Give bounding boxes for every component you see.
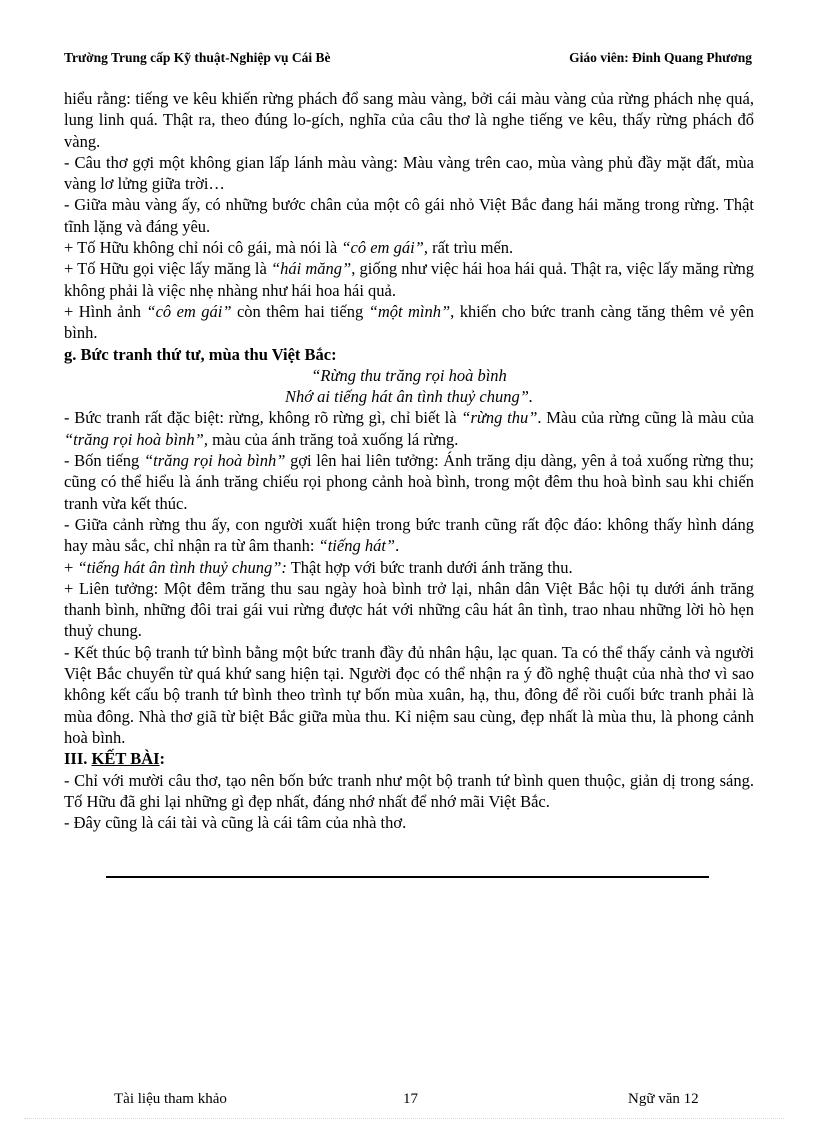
page-footer bbox=[0, 1091, 816, 1111]
paragraph: - Giữa màu vàng ấy, có những bước chân của một cô gái nhỏ Việt Bắc đang hái măng trong rừng. Thật tĩnh lặng và đáng yêu. bbox=[64, 195, 754, 236]
paragraph bbox=[64, 514, 754, 557]
paragraph bbox=[64, 557, 754, 578]
text-run: - Bức tranh rất đặc biệt: rừng, không rõ rừng gì, chỉ biết là bbox=[64, 408, 462, 428]
footer-reference: Tài liệu tham khảo bbox=[114, 1091, 227, 1107]
school-name: Trường Trung cấp Kỹ thuật-Nghiệp vụ Cái Bè bbox=[64, 50, 331, 65]
paragraph: - Chỉ với mười câu thơ, tạo nên bốn bức tranh như một bộ tranh tứ bình quen thuộc, giản dị trong sáng. Tố Hữu đã ghi lại những gì đẹp nhất, đáng nhớ nhất để nhớ mãi Việt Bắc. bbox=[64, 770, 754, 811]
heading-underlined: KẾT BÀI bbox=[91, 749, 160, 769]
quoted-phrase: “tiếng hát ân tình thuỷ chung”: bbox=[77, 557, 287, 577]
text-run: , khiến cho bức tranh càng tăng thêm vẻ yên bình. bbox=[64, 301, 754, 343]
quoted-phrase: “tiếng hát” bbox=[318, 536, 396, 556]
text-run: , giống như việc hái hoa hái quả. Thật ra, việc lấy măng rừng không phải là việc nhẹ nhàng như hái hoa hái quả. bbox=[64, 259, 755, 300]
heading-suffix: : bbox=[159, 749, 166, 769]
quoted-phrase: “trăng rọi hoà bình” bbox=[143, 451, 286, 471]
text-run: còn thêm hai tiếng bbox=[231, 301, 369, 321]
text-run: + Tố Hữu gọi việc lấy măng là bbox=[64, 259, 271, 279]
paragraph: - Kết thúc bộ tranh tứ bình bằng một bức tranh đầy đủ nhân hậu, lạc quan. Ta có thể thấy cảnh và người Việt Bắc chuyển từ quá khứ sang hiện tại. Người đọc có thể nhận ra ý đồ nghệ thuật của nhà thơ vì sao không kết cấu bộ tranh tứ bình theo trình tự bốn mùa xuân, hạ, thu, đông để rồi cuối bức tranh phải là mùa đông. Nhà thơ giã từ biệt Bắc giữa mùa thu. Kỉ niệm sau cùng, đẹp nhất là mùa thu, là phong cảnh hoà bình. bbox=[64, 642, 754, 747]
document-body bbox=[64, 88, 754, 833]
quoted-phrase: “rừng thu” bbox=[461, 408, 538, 428]
section-heading bbox=[64, 748, 754, 769]
paragraph bbox=[64, 450, 754, 514]
text-run: rất trìu mến. bbox=[427, 238, 514, 258]
text-run: - Bốn tiếng bbox=[64, 451, 144, 471]
quoted-phrase: “cô em gái”, bbox=[341, 238, 428, 258]
page-header bbox=[64, 50, 752, 70]
quoted-phrase: “cô em gái” bbox=[146, 301, 232, 321]
paragraph bbox=[64, 258, 754, 301]
quoted-phrase: “trăng rọi hoà bình”, bbox=[64, 429, 208, 449]
text-run: - Giữa cảnh rừng thu ấy, con người xuất hiện trong bức tranh cũng rất độc đáo: không thấy hình dáng hay màu sắc, chỉ nhận ra từ âm thanh: bbox=[64, 514, 754, 556]
text-run: + Tố Hữu không chỉ nói cô gái, mà nói là bbox=[64, 238, 342, 258]
footer-divider bbox=[24, 1118, 784, 1119]
poem-line: “Rừng thu trăng rọi hoà bình bbox=[311, 365, 507, 385]
text-run: màu của ánh trăng toả xuống lá rừng. bbox=[207, 429, 459, 449]
heading-prefix: III. bbox=[64, 749, 92, 769]
poem-line: Nhớ ai tiếng hát ân tình thuỷ chung”. bbox=[284, 387, 534, 407]
quoted-phrase: “một mình” bbox=[368, 301, 451, 321]
page-number: 17 bbox=[403, 1091, 418, 1107]
paragraph: - Câu thơ gợi một không gian lấp lánh màu vàng: Màu vàng trên cao, mùa vàng phủ đầy mặt đất, mùa vàng lơ lửng giữa trời… bbox=[64, 152, 754, 194]
quoted-phrase: “hái măng” bbox=[270, 259, 352, 279]
paragraph: hiểu rằng: tiếng ve kêu khiến rừng phách đổ sang màu vàng, bởi cái màu vàng của rừng phách nhẹ quá, lung linh quá. Thật ra, theo đúng lo-gích, nghĩa của câu thơ là nghe tiếng ve kêu, thấy rừng phách đổ vàng. bbox=[64, 89, 754, 151]
paragraph bbox=[64, 301, 754, 344]
section-heading: g. Bức tranh thứ tư, mùa thu Việt Bắc: bbox=[64, 344, 337, 364]
paragraph bbox=[64, 237, 754, 258]
text-run: + Hình ảnh bbox=[64, 301, 147, 321]
text-run: gợi lên hai liên tưởng: Ánh trăng dịu dàng, yên ả toả xuống rừng thu; cũng có thể hiểu là ánh trăng chiếu rọi phong cảnh hoà bình, trong một đêm thu hoà bình sau khi chiến tranh vừa kết thúc. bbox=[64, 451, 754, 513]
footer-subject: Ngữ văn 12 bbox=[628, 1091, 699, 1107]
text-run: . Màu của rừng cũng là màu của bbox=[537, 408, 754, 428]
text-run: + bbox=[64, 557, 78, 577]
text-run: . bbox=[395, 536, 400, 556]
teacher-name: Giáo viên: Đinh Quang Phương bbox=[569, 50, 752, 65]
paragraph: + Liên tưởng: Một đêm trăng thu sau ngày hoà bình trở lại, nhân dân Việt Bắc hội tụ dưới ánh trăng thanh bình, những đôi trai gái vui rừng được hát với những câu hát ân tình, trao nhau những lời hò hẹn thuỷ chung. bbox=[64, 578, 754, 641]
horizontal-rule bbox=[106, 876, 709, 878]
paragraph bbox=[64, 407, 754, 450]
paragraph: - Đây cũng là cái tài và cũng là cái tâm của nhà thơ. bbox=[64, 813, 407, 833]
text-run: Thật hợp với bức tranh dưới ánh trăng thu. bbox=[286, 557, 573, 577]
